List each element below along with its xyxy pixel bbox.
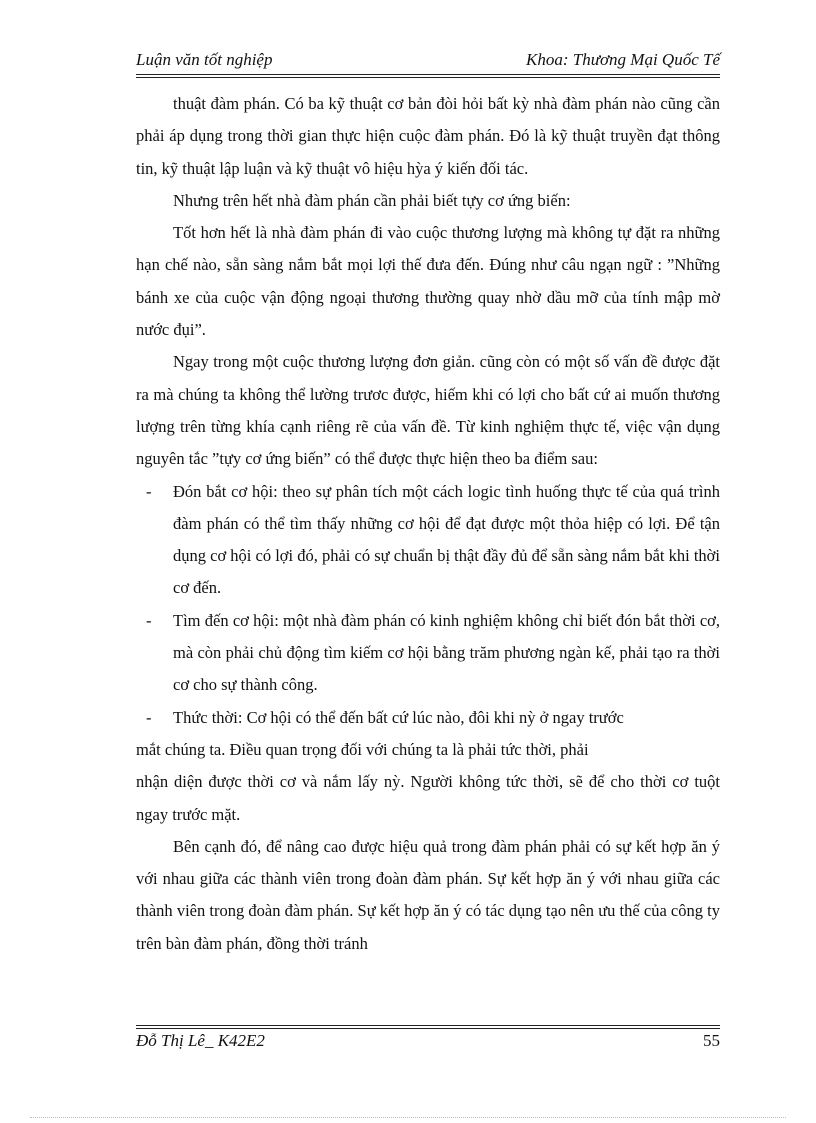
page-edge-dotted-line — [30, 1117, 786, 1118]
bullet-3-continuation: mắt chúng ta. Điều quan trọng đối với chúng ta là phải tức thời, phải — [136, 739, 589, 759]
bullet-text: Đón bắt cơ hội: theo sự phân tích một cách logic tình huống thực tế của quá trình đàm phán có thể tìm thấy những cơ hội để đạt được một thỏa hiệp có lợi. Để tận dụng cơ hội có lợi đó, phải có sự chuẩn bị thật đầy đủ để sẵn sàng nắm bắt khi thời cơ đến. — [173, 481, 720, 598]
list-item — [136, 476, 720, 605]
bullet-text: Tìm đến cơ hội: một nhà đàm phán có kinh nghiệm không chỉ biết đón bắt thời cơ, mà còn phải chủ động tìm kiếm cơ hội bằng trăm phương ngàn kế, phải tạo ra thời cơ cho sự thành công. — [173, 610, 720, 695]
header-divider-double — [136, 77, 720, 78]
bullet-dash: - — [146, 707, 152, 727]
paragraph-1: thuật đàm phán. Có ba kỹ thuật cơ bản đòi hỏi bất kỳ nhà đàm phán nào cũng cần phải áp dụng trong thời gian thực hiện cuộc đàm phán. Đó là kỹ thuật truyền đạt thông tin, kỹ thuật lập luận và kỹ thuật vô hiệu hỳa ý kiến đối tác. — [136, 94, 720, 178]
list-item — [136, 605, 720, 702]
list-item — [136, 702, 720, 734]
header-divider — [136, 74, 720, 75]
bullet-text: Thức thời: Cơ hội có thể đến bất cứ lúc nào, đôi khi nỳ ở ngay trước — [173, 707, 624, 727]
page-header — [136, 50, 720, 74]
header-title: Luận văn tốt nghiệp — [136, 50, 273, 69]
page-footer — [136, 1031, 720, 1055]
paragraph-3: Tốt hơn hết là nhà đàm phán đi vào cuộc thương lượng mà không tự đặt ra những hạn chế nào, sẵn sàng nắm bắt mọi lợi thế đưa đến. Đúng như câu ngạn ngữ : ”Những bánh xe của cuộc vận động ngoại thương thường quay nhờ dầu mỡ của tính mập mờ nước đụi”. — [136, 223, 720, 340]
bullet-3-rest: nhận diện được thời cơ và nắm lấy nỳ. Người không tức thời, sẽ để cho thời cơ tuột ngay trước mặt. — [136, 772, 720, 824]
footer-divider — [136, 1025, 720, 1026]
footer-author: Đỗ Thị Lê_ K42E2 — [136, 1031, 265, 1050]
paragraph-4: Ngay trong một cuộc thương lượng đơn giản. cũng còn có một số vấn đề được đặt ra mà chúng ta không thể lường trươc được, hiếm khi có lợi cho bất cứ ai muốn thương lượng trên từng khía cạnh riêng rẽ của vấn đề. Từ kinh nghiệm thực tế, việc vận dụng nguyên tắc ”tựy cơ ứng biến” có thể được thực hiện theo ba điểm sau: — [136, 352, 720, 469]
bullet-dash: - — [146, 610, 152, 630]
header-faculty: Khoa: Thương Mại Quốc Tế — [525, 50, 720, 69]
page-number: 55 — [703, 1031, 720, 1050]
bullet-list — [136, 476, 720, 734]
bullet-dash: - — [146, 481, 152, 501]
footer-divider-double — [136, 1028, 720, 1029]
page-body — [136, 88, 720, 960]
paragraph-2: Nhưng trên hết nhà đàm phán cần phải biết tựy cơ ứng biến: — [173, 190, 571, 210]
paragraph-5: Bên cạnh đó, để nâng cao được hiệu quả trong đàm phán phải có sự kết hợp ăn ý với nhau giữa các thành viên trong đoàn đàm phán. Sự kết hợp ăn ý với nhau giữa các thành viên trong đoàn đàm phán. Sự kết hợp ăn ý có tác dụng tạo nên ưu thế của công ty trên bàn đàm phán, đồng thời tránh — [136, 836, 720, 953]
